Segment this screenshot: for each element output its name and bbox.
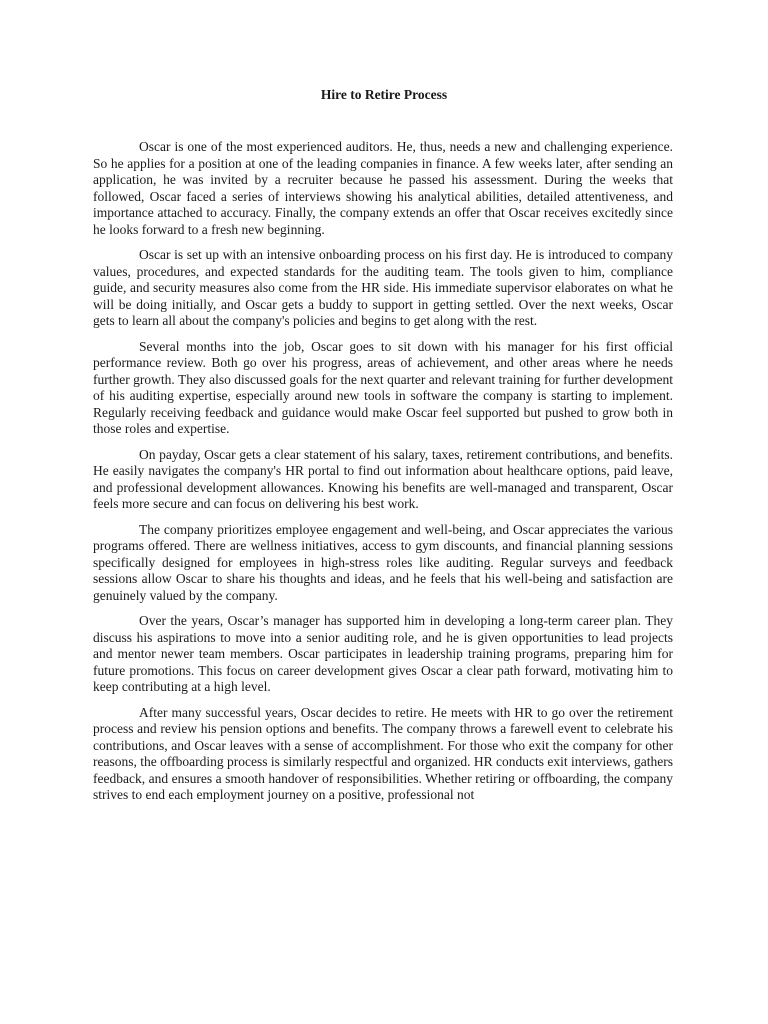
paragraph-performance-review: Several months into the job, Oscar goes to sit down with his manager for his first official performance review. Both go over his progress, areas of achievement, and other areas where he needs further growth. They also discussed goals for the next quarter and relevant training for further development of his auditing expertise, especially around new tools in software the company is starting to implement. Regularly receiving feedback and guidance would make Oscar feel supported but pushed to grow both in those roles and expertise. xyxy=(93,338,673,436)
document-title: Hire to Retire Process xyxy=(320,87,448,102)
paragraph-application: Oscar is one of the most experienced auditors. He, thus, needs a new and challenging experience. So he applies for a position at one of the leading companies in finance. A few weeks later, after sending an application, he was invited by a recruiter because he passed his assessment. During the weeks that followed, Oscar faced a series of interviews showing his analytical abilities, detailed attentiveness, and importance attached to accuracy. Finally, the company extends an offer that Oscar receives excitedly since he looks forward to a fresh new beginning. xyxy=(93,139,673,237)
paragraph-engagement: The company prioritizes employee engagement and well-being, and Oscar appreciates the various programs offered. There are wellness initiatives, access to gym discounts, and financial planning sessions specifically designed for employees in high-stress roles like auditing. Regular surveys and feedback sessions allow Oscar to share his thoughts and ideas, and he feels that his well-being and satisfaction are genuinely valued by the company. xyxy=(93,521,673,603)
paragraph-payroll-benefits: On payday, Oscar gets a clear statement of his salary, taxes, retirement contributions, and benefits. He easily navigates the company's HR portal to find out information about healthcare options, paid leave, and professional development allowances. Knowing his benefits are well-managed and transparent, Oscar feels more secure and can focus on delivering his best work. xyxy=(93,446,673,511)
paragraph-career-development: Over the years, Oscar’s manager has supported him in developing a long-term career plan. They discuss his aspirations to move into a senior auditing role, and he is given opportunities to lead projects and mentor newer team members. Oscar participates in leadership training programs, preparing him for future promotions. This focus on career development gives Oscar a clear path forward, motivating him to keep contributing at a high level. xyxy=(93,613,673,694)
document-body xyxy=(93,139,673,813)
paragraph-retirement: After many successful years, Oscar decides to retire. He meets with HR to go over the retirement process and review his pension options and benefits. The company throws a farewell event to celebrate his contributions, and Oscar leaves with a sense of accomplishment. For those who exit the company for other reasons, the offboarding process is similarly respectful and organized. HR conducts exit interviews, gathers feedback, and ensures a smooth handover of responsibilities. Whether retiring or offboarding, the company strives to end each employment journey on a positive, professional not xyxy=(93,704,673,802)
paragraph-onboarding: Oscar is set up with an intensive onboarding process on his first day. He is introduced to company values, procedures, and expected standards for the auditing team. The tools given to him, compliance guide, and security measures also come from the HR side. His immediate supervisor elaborates on what he will be doing initially, and Oscar gets a buddy to support in getting settled. Over the next weeks, Oscar gets to learn all about the company's policies and begins to get along with the rest. xyxy=(93,247,673,328)
